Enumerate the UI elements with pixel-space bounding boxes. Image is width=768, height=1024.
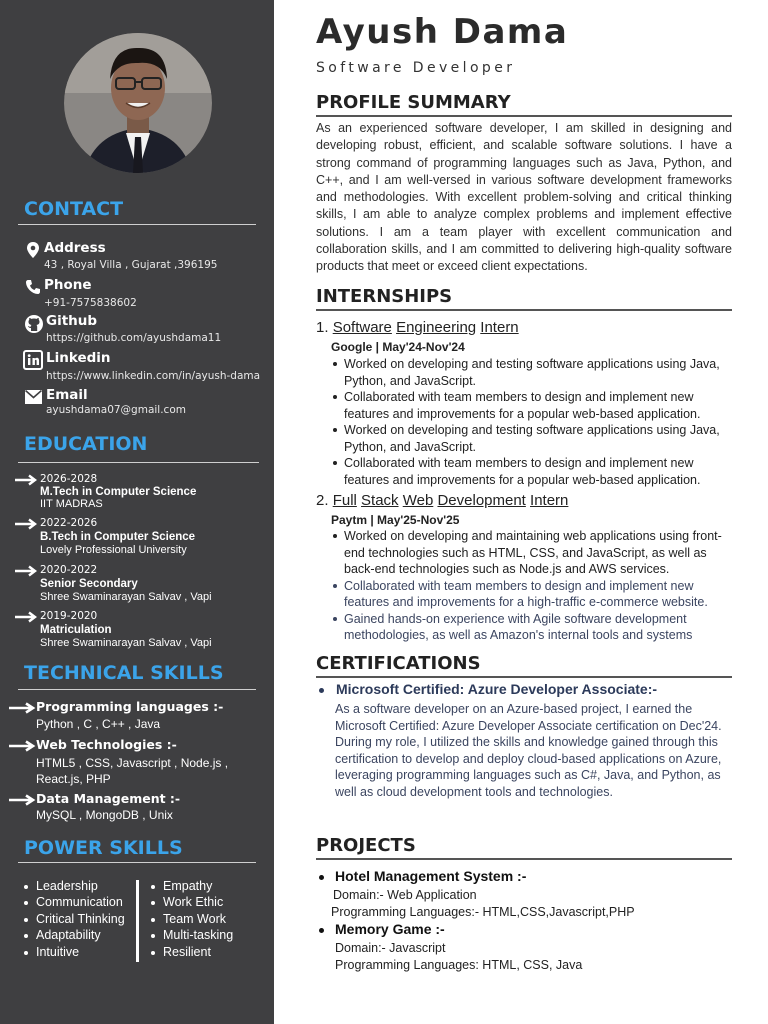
profile-summary-divider bbox=[316, 115, 732, 117]
skill-group-values: HTML5 , CSS, Javascript , Node.js , bbox=[36, 756, 229, 770]
arrow-right-icon bbox=[8, 794, 38, 806]
skill-group-title: Web Technologies :- bbox=[36, 737, 177, 752]
internship-bullet: Worked on developing and testing software applications using Java, Python, and JavaScript. bbox=[330, 356, 726, 389]
education-institution: Lovely Professional University bbox=[40, 544, 187, 556]
education-years: 2026-2028 bbox=[40, 473, 98, 485]
arrow-right-icon bbox=[8, 702, 38, 714]
arrow-right-icon bbox=[14, 611, 40, 623]
power-skill-item: Adaptability bbox=[22, 927, 125, 943]
power-skills-column-divider bbox=[136, 880, 139, 962]
power-skill-item: Leadership bbox=[22, 878, 125, 894]
power-skill-item: Empathy bbox=[149, 878, 233, 894]
internship-title bbox=[316, 492, 568, 509]
candidate-name: Ayush Dama bbox=[316, 12, 569, 52]
education-institution: Shree Swaminarayan Salvav , Vapi bbox=[40, 591, 212, 603]
internship-bullet: Collaborated with team members to design and implement new features and improvements for a popular web-based application. bbox=[330, 389, 726, 422]
contact-label-linkedin: Linkedin bbox=[46, 350, 111, 366]
contact-label-github: Github bbox=[46, 313, 98, 329]
power-skills-heading: POWER SKILLS bbox=[24, 837, 183, 859]
internship-title bbox=[316, 319, 519, 336]
internships-divider bbox=[316, 309, 732, 311]
contact-heading: CONTACT bbox=[24, 198, 124, 220]
internship-bullet: Collaborated with team members to design and implement new features and improvements for a popular web-based application. bbox=[330, 455, 726, 488]
power-skill-item: Communication bbox=[22, 894, 125, 910]
skill-group-title: Programming languages :- bbox=[36, 699, 224, 714]
arrow-right-icon bbox=[14, 565, 40, 577]
contact-label-address: Address bbox=[44, 240, 106, 256]
sidebar bbox=[0, 0, 274, 1024]
arrow-right-icon bbox=[14, 518, 40, 530]
internship-bullet: Worked on developing and testing software applications using Java, Python, and JavaScript. bbox=[330, 422, 726, 455]
contact-value-address: 43 , Royal Villa , Gujarat ,396195 bbox=[44, 259, 218, 271]
candidate-role: Software Developer bbox=[316, 60, 516, 76]
internship-title-word: Software bbox=[332, 319, 392, 336]
location-pin-icon bbox=[24, 241, 42, 259]
skill-group-title: Data Management :- bbox=[36, 791, 181, 806]
power-skill-item: Team Work bbox=[149, 911, 233, 927]
profile-photo bbox=[64, 33, 212, 173]
certification-description: As a software developer on an Azure-based project, I earned the Microsoft Certified: Azure Developer Associate certification on Dec'24. During my role, I utilized the skills and knowledge gained through this certification to develop and deploy cloud-based applications on Azure, leveraging programming languages such as C#, Java, and Python, as well as cloud development tools and technologies. bbox=[335, 702, 722, 799]
email-link[interactable]: ayushdama07@gmail.com bbox=[46, 404, 186, 416]
certification-title: Microsoft Certified: Azure Developer Associate:- bbox=[336, 681, 658, 697]
power-skill-item: Multi-tasking bbox=[149, 927, 233, 943]
internship-number: 1. bbox=[316, 319, 329, 336]
education-degree: M.Tech in Computer Science bbox=[40, 486, 197, 498]
internship-title-word: Development bbox=[437, 492, 526, 509]
internship-title-word: Stack bbox=[361, 492, 399, 509]
github-link[interactable]: https://github.com/ayushdama11 bbox=[46, 332, 222, 344]
contact-divider bbox=[18, 224, 256, 225]
arrow-right-icon bbox=[14, 474, 40, 486]
contact-value-phone: +91-7575838602 bbox=[44, 297, 137, 309]
education-years: 2020-2022 bbox=[40, 564, 98, 576]
education-degree: Matriculation bbox=[40, 624, 112, 636]
internship-title-word: Web bbox=[402, 492, 434, 509]
internships-heading: INTERNSHIPS bbox=[316, 286, 453, 307]
project-domain: Domain:- Javascript bbox=[335, 941, 446, 955]
internship-bullet: Worked on developing and maintaining web applications using front-end technologies such as HTML, CSS, and JavaScript, as well as back-end technologies such as Node.js and AWS services. bbox=[330, 528, 726, 578]
internship-bullet: Collaborated with team members to design and implement new features and improvements for a high-traffic e-commerce website. bbox=[330, 578, 726, 611]
internship-title-word: Engineering bbox=[396, 319, 477, 336]
projects-divider bbox=[316, 858, 732, 860]
internship-title-word: Intern bbox=[480, 319, 519, 336]
power-skills-divider bbox=[18, 862, 256, 863]
phone-icon bbox=[24, 278, 42, 296]
certifications-heading: CERTIFICATIONS bbox=[316, 653, 481, 674]
education-divider bbox=[18, 462, 259, 463]
power-skills-right bbox=[149, 878, 233, 960]
linkedin-link[interactable]: https://www.linkedin.com/in/ayush-dama bbox=[46, 370, 261, 382]
profile-summary-heading: PROFILE SUMMARY bbox=[316, 92, 511, 113]
github-icon[interactable] bbox=[24, 314, 44, 334]
project-title: Memory Game :- bbox=[335, 921, 445, 937]
linkedin-icon[interactable] bbox=[23, 350, 43, 370]
education-degree: B.Tech in Computer Science bbox=[40, 531, 196, 543]
education-years: 2019-2020 bbox=[40, 610, 98, 622]
internship-company: Google | May'24-Nov'24 bbox=[331, 340, 465, 354]
project-languages: Programming Languages: HTML, CSS, Java bbox=[335, 958, 583, 972]
email-icon bbox=[25, 390, 42, 404]
project-languages: Programming Languages:- HTML,CSS,Javascript,PHP bbox=[331, 905, 635, 919]
skill-group-values: Python , C , C++ , Java bbox=[36, 717, 161, 731]
power-skill-item: Work Ethic bbox=[149, 894, 233, 910]
project-bullet bbox=[319, 928, 324, 933]
contact-label-phone: Phone bbox=[44, 277, 92, 293]
power-skill-item: Critical Thinking bbox=[22, 911, 125, 927]
education-degree: Senior Secondary bbox=[40, 578, 138, 590]
internship-company: Paytm | May'25-Nov'25 bbox=[331, 513, 460, 527]
arrow-right-icon bbox=[8, 740, 38, 752]
internship-bullet: Gained hands-on experience with Agile software development methodologies, as well as Amazon's internal tools and systems bbox=[330, 611, 726, 644]
projects-heading: PROJECTS bbox=[316, 835, 416, 856]
skill-group-values: MySQL , MongoDB , Unix bbox=[36, 808, 173, 822]
contact-label-email: Email bbox=[46, 387, 88, 403]
internship-bullets bbox=[330, 528, 726, 644]
education-heading: EDUCATION bbox=[24, 433, 148, 455]
education-institution: Shree Swaminarayan Salvav , Vapi bbox=[40, 637, 212, 649]
technical-skills-divider bbox=[18, 689, 256, 690]
power-skill-item: Intuitive bbox=[22, 944, 125, 960]
power-skills-left bbox=[22, 878, 125, 960]
power-skill-item: Resilient bbox=[149, 944, 233, 960]
certifications-divider bbox=[316, 676, 732, 678]
internship-number: 2. bbox=[316, 492, 329, 509]
skill-group-values: React.js, PHP bbox=[36, 772, 111, 786]
profile-summary-text: As an experienced software developer, I am skilled in designing and developing robust, efficient, and scalable software solutions. I have a strong command of programming languages such as Java, Python, and C++, and I am well-versed in various software development frameworks and methodologies. With excellent problem-solving and critical thinking skills, I am able to analyze complex problems and implement effective solutions. I am a team player with excellent communication and collaboration skills, and I am committed to delivering high-quality software products that meet or exceed client expectations. bbox=[316, 121, 732, 274]
project-title: Hotel Management System :- bbox=[335, 868, 527, 884]
internship-bullets bbox=[330, 356, 726, 488]
project-bullet bbox=[319, 875, 324, 880]
internship-title-word: Full bbox=[332, 492, 357, 509]
technical-skills-heading: TECHNICAL SKILLS bbox=[24, 662, 224, 684]
education-institution: IIT MADRAS bbox=[40, 498, 103, 510]
certification-bullet bbox=[319, 688, 324, 693]
project-domain: Domain:- Web Application bbox=[333, 888, 477, 902]
internship-title-word: Intern bbox=[530, 492, 569, 509]
education-years: 2022-2026 bbox=[40, 517, 98, 529]
